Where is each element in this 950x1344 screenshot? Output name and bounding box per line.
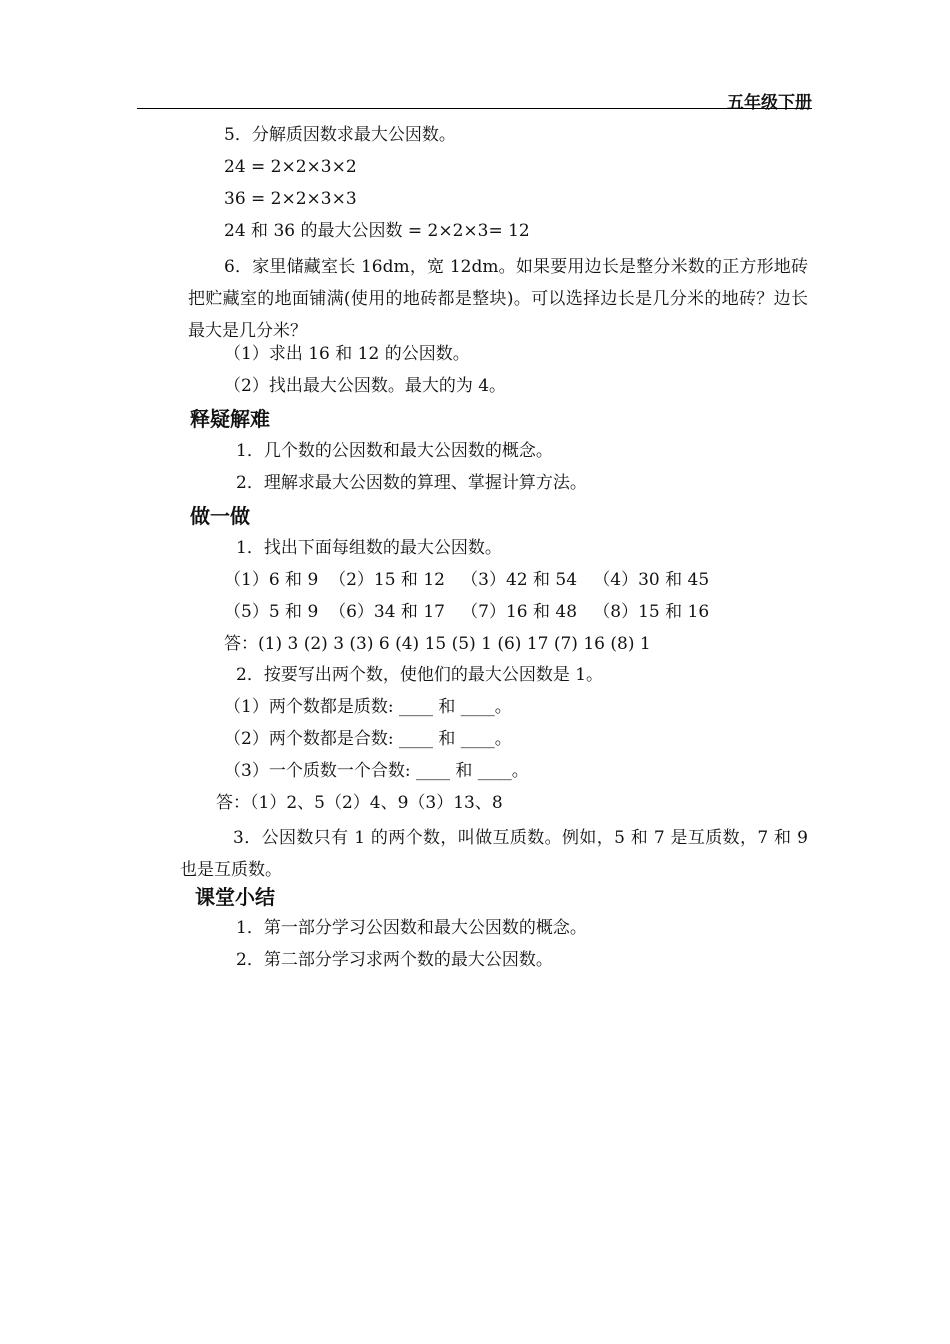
section5-eq-36: 36 = 2×2×3×3 <box>224 189 357 209</box>
section5-eq-gcd: 24 和 36 的最大公因数 = 2×2×3= 12 <box>224 221 530 241</box>
section6-problem: 6．家里储藏室长 16dm，宽 12dm。如果要用边长是整分米数的正方形地砖把贮藏室的地面铺满(使用的地砖都是整块)。可以选择边长是几分米的地砖？边长最大是几分米？ <box>188 257 808 341</box>
doubts-heading: 释疑解难 <box>190 407 270 431</box>
practice-q1: 1．找出下面每组数的最大公因数。 <box>236 538 502 558</box>
practice-q1-row2: （5）5 和 9 （6）34 和 17 （7）16 和 48 （8）15 和 16 <box>224 602 710 622</box>
practice-q1-row1: （1）6 和 9 （2）15 和 12 （3）42 和 54 （4）30 和 45 <box>224 570 710 590</box>
doubts-item2: 2．理解求最大公因数的算理、掌握计算方法。 <box>236 473 587 493</box>
page-header-grade: 五年级下册 <box>727 93 812 113</box>
summary-heading: 课堂小结 <box>195 885 275 909</box>
practice-heading: 做一做 <box>190 504 250 528</box>
practice-q2-answer: 答：（1）2、5（2）4、9（3）13、8 <box>216 793 503 813</box>
practice-q3: 3．公因数只有 1 的两个数，叫做互质数。例如，5 和 7 是互质数，7 和 9 也是互质数。 <box>180 828 808 880</box>
practice-q2: 2．按要写出两个数，使他们的最大公因数是 1。 <box>236 665 604 685</box>
section5-eq-24: 24 = 2×2×3×2 <box>224 157 357 177</box>
practice-q2-c: （3）一个质数一个合数: ____ 和 ____。 <box>224 761 529 781</box>
practice-q2-a: （1）两个数都是质数: ____ 和 ____。 <box>224 697 512 717</box>
doubts-item1: 1．几个数的公因数和最大公因数的概念。 <box>236 441 553 461</box>
section6-step1: （1）求出 16 和 12 的公因数。 <box>224 344 470 364</box>
practice-q1-answer: 答：(1) 3 (2) 3 (3) 6 (4) 15 (5) 1 (6) 17 (7) 16 (8) 1 <box>224 634 651 654</box>
header-rule <box>137 108 812 109</box>
summary-item2: 2．第二部分学习求两个数的最大公因数。 <box>236 950 553 970</box>
section5-title: 5．分解质因数求最大公因数。 <box>224 125 456 145</box>
practice-q2-b: （2）两个数都是合数: ____ 和 ____。 <box>224 729 512 749</box>
summary-item1: 1．第一部分学习公因数和最大公因数的概念。 <box>236 918 587 938</box>
section6-step2: （2）找出最大公因数。最大的为 4。 <box>224 376 507 396</box>
